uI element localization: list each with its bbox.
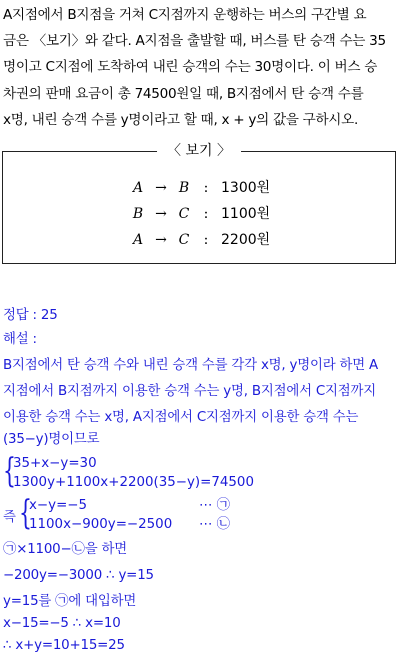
route-from: B — [132, 206, 144, 222]
solution-line-1: B지점에서 탄 승객 수와 내린 승객 수를 각각 x명, y명이라 하면 A — [3, 358, 378, 373]
route-to: C — [178, 206, 190, 222]
equation: x−y=−5 — [29, 498, 88, 513]
problem-line-1: A지점에서 B지점을 거쳐 C지점까지 운행하는 버스의 구간별 요 — [3, 7, 367, 23]
route-fare: 1300원 — [221, 180, 271, 196]
equation: 35+x−y=30 — [13, 456, 97, 471]
answer: 정답 : 25 — [3, 308, 58, 323]
route-from: A — [132, 180, 144, 196]
equation-prefix: 즉 — [3, 510, 16, 525]
explain-label: 해설 : — [3, 332, 37, 347]
fare-row-a-b: A → B : 1300원 — [132, 180, 271, 196]
solution-line-2: 지점에서 B지점까지 이용한 승객 수는 y명, B지점에서 C지점까지 — [3, 384, 376, 399]
equation-system-1 — [3, 451, 254, 491]
route-to: C — [178, 232, 190, 248]
brace: { — [3, 451, 16, 491]
label-circle-2: ㉡ — [216, 517, 231, 532]
problem-line-2: 금은 〈보기〉와 같다. A지점을 출발할 때, 버스를 탄 승객 수는 35 — [3, 33, 386, 50]
brace: { — [19, 493, 32, 533]
solution-line-8: x−15=−5 ∴ x=10 — [3, 616, 121, 631]
solution-line-3: 이용한 승객 수는 x명, A지점에서 C지점까지 이용한 승객 수는 — [3, 410, 359, 425]
problem-line-5: x명, 내린 승객 수를 y명이라고 할 때, x + y의 값을 구하시오. — [3, 111, 358, 128]
solution-line-5: ㉠×1100−㉡을 하면 — [3, 542, 127, 557]
route-fare: 2200원 — [221, 232, 271, 248]
solution-line-4: (35−y)명이므로 — [3, 432, 100, 447]
route-from: A — [132, 232, 144, 248]
solution-line-7: y=15를 ㉠에 대입하면 — [3, 594, 137, 609]
label-circle-1: ㉠ — [216, 498, 231, 513]
fare-row-b-c: B → C : 1100원 — [132, 206, 271, 222]
route-fare: 1100원 — [221, 206, 271, 222]
solution-line-6: −200y=−3000 ∴ y=15 — [3, 568, 154, 583]
fare-row-a-c: A → C : 2200원 — [132, 232, 271, 248]
problem-line-4: 차권의 판매 요금이 총 74500원일 때, B지점에서 탄 승객 수를 — [3, 85, 364, 102]
route-to: B — [178, 180, 190, 196]
equation: 1300y+1100x+2200(35−y)=74500 — [13, 475, 254, 490]
example-box-title: 〈 보기 〉 — [157, 141, 241, 161]
equation: 1100x−900y=−2500 — [29, 517, 173, 532]
solution-line-9: ∴ x+y=10+15=25 — [3, 638, 125, 653]
example-box — [2, 143, 396, 264]
problem-text — [3, 2, 397, 133]
problem-line-3: 명이고 C지점에 도착하여 내린 승객의 수는 30명이다. 이 버스 승 — [3, 59, 378, 76]
